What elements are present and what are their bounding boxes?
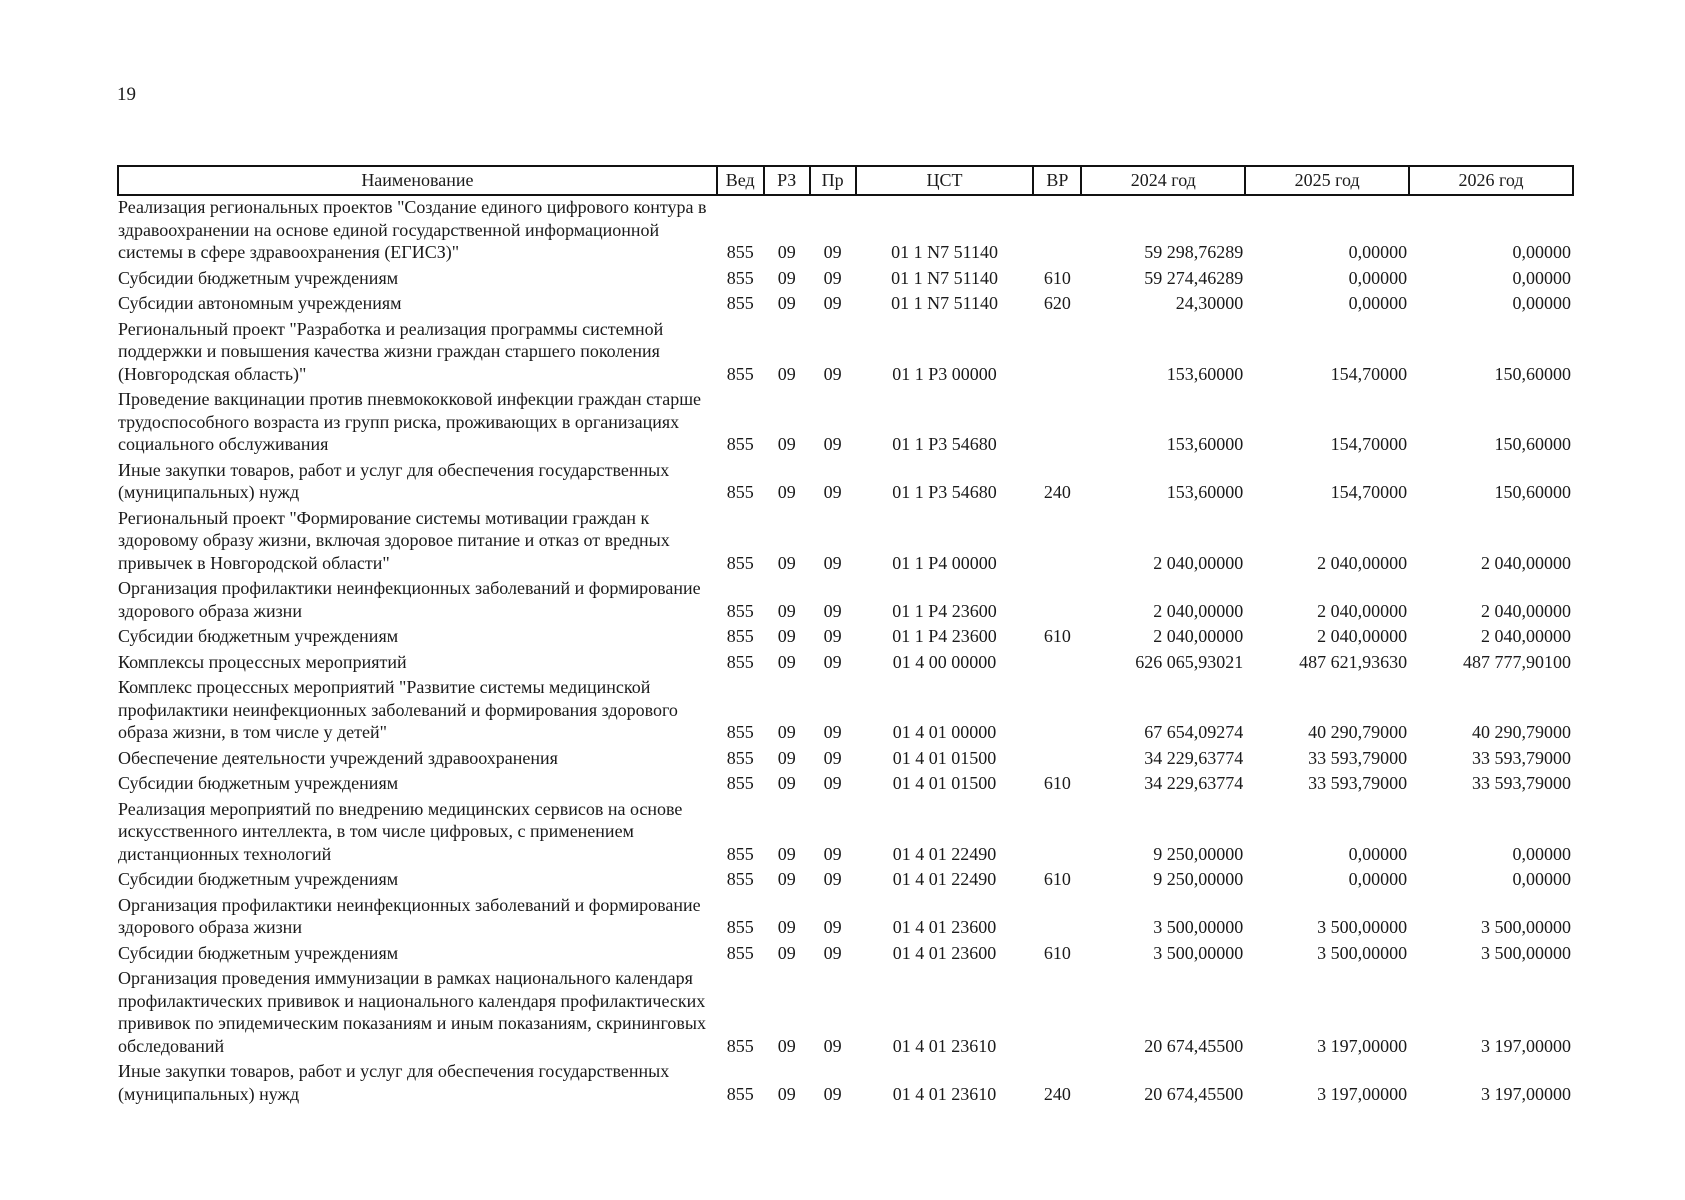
page-number: 19	[117, 84, 136, 105]
cell-name: Комплекс процессных мероприятий "Развитие системы медицинской профилактики неинфекционных заболеваний и формирования здорового образа жизни, в том числе у детей"	[118, 677, 678, 742]
cell-vr	[1033, 967, 1081, 1060]
cell-2025: 0,00000	[1348, 242, 1408, 262]
cell-cst: 01 4 01 23600	[892, 942, 997, 963]
cell-ved: 855	[726, 363, 754, 384]
cell-ved: 855	[726, 482, 754, 502]
cell-pr: 09	[823, 552, 842, 573]
cell-rz: 09	[777, 363, 796, 384]
cell-2025: 33 593,79000	[1308, 747, 1408, 768]
cell-2026: 150,60000	[1494, 482, 1571, 502]
cell-pr: 09	[823, 942, 842, 963]
cell-rz: 09	[777, 843, 796, 864]
cell-2024: 153,60000	[1166, 434, 1244, 454]
cell-name: Субсидии бюджетным учреждениям	[118, 267, 399, 288]
cell-name: Проведение вакцинации против пневмококковой инфекции граждан старше трудоспособного возраста из групп риска, проживающих в организациях социального обслуживания	[118, 389, 702, 454]
cell-pr: 09	[823, 363, 842, 384]
cell-cst: 01 1 P3 54680	[892, 482, 997, 502]
table-row	[118, 507, 1573, 578]
cell-pr: 09	[823, 747, 842, 768]
cell-pr: 09	[823, 242, 842, 262]
cell-2025: 154,70000	[1330, 482, 1408, 502]
budget-table	[117, 165, 1574, 1108]
cell-2026: 3 197,00000	[1481, 1083, 1571, 1104]
header-rz: РЗ	[764, 166, 810, 195]
cell-cst: 01 1 P4 00000	[892, 552, 997, 573]
cell-rz: 09	[777, 293, 796, 313]
table-row	[118, 267, 1573, 293]
cell-cst: 01 4 01 22490	[892, 843, 997, 864]
cell-vr	[1033, 318, 1081, 389]
header-name: Наименование	[118, 166, 717, 195]
cell-rz: 09	[777, 722, 796, 742]
cell-cst: 01 1 P4 23600	[892, 600, 997, 621]
cell-rz: 09	[777, 747, 796, 768]
cell-vr: 610	[1043, 869, 1071, 889]
cell-ved: 855	[726, 293, 754, 313]
cell-cst: 01 1 P3 54680	[892, 434, 997, 454]
cell-2026: 33 593,79000	[1472, 747, 1571, 768]
cell-2025: 33 593,79000	[1308, 773, 1408, 793]
cell-ved: 855	[726, 626, 754, 646]
cell-ved: 855	[726, 942, 754, 963]
table-row	[118, 318, 1573, 389]
cell-name: Субсидии бюджетным учреждениям	[118, 773, 399, 793]
cell-vr	[1033, 747, 1081, 773]
cell-2025: 0,00000	[1348, 267, 1408, 288]
cell-2025: 0,00000	[1348, 843, 1408, 864]
cell-2024: 153,60000	[1166, 363, 1244, 384]
cell-2026: 0,00000	[1512, 843, 1571, 864]
cell-2025: 2 040,00000	[1317, 626, 1408, 646]
cell-cst: 01 1 N7 51140	[891, 242, 998, 262]
cell-2024: 2 040,00000	[1153, 626, 1244, 646]
cell-pr: 09	[823, 1083, 842, 1104]
cell-rz: 09	[777, 626, 796, 646]
cell-vr: 610	[1043, 773, 1071, 793]
cell-2025: 2 040,00000	[1317, 552, 1408, 573]
header-2025: 2025 год	[1245, 166, 1409, 195]
cell-ved: 855	[726, 722, 754, 742]
cell-name: Реализация региональных проектов "Создание единого цифрового контура в здравоохранении на основе единой государственной информационной системы в сфере здравоохранения (ЕГИСЗ)"	[118, 197, 707, 262]
cell-vr	[1033, 507, 1081, 578]
cell-vr	[1033, 577, 1081, 625]
cell-name: Организация профилактики неинфекционных заболеваний и формирование здорового образа жизни	[118, 894, 701, 937]
table-row	[118, 625, 1573, 651]
cell-2024: 34 229,63774	[1144, 747, 1244, 768]
cell-2026: 2 040,00000	[1481, 600, 1571, 621]
cell-vr: 610	[1043, 942, 1071, 963]
cell-pr: 09	[823, 843, 842, 864]
cell-cst: 01 4 01 23610	[892, 1035, 997, 1056]
cell-2024: 2 040,00000	[1153, 600, 1244, 621]
cell-2025: 0,00000	[1348, 869, 1408, 889]
cell-name: Субсидии бюджетным учреждениям	[118, 626, 399, 646]
cell-vr: 620	[1043, 293, 1071, 313]
cell-pr: 09	[823, 267, 842, 288]
header-2026: 2026 год	[1409, 166, 1573, 195]
cell-rz: 09	[777, 267, 796, 288]
cell-cst: 01 4 01 23610	[892, 1083, 997, 1104]
cell-2024: 3 500,00000	[1153, 917, 1244, 937]
cell-ved: 855	[726, 434, 754, 454]
cell-rz: 09	[777, 1035, 796, 1056]
cell-2026: 0,00000	[1512, 242, 1571, 262]
cell-cst: 01 4 01 01500	[892, 747, 997, 768]
cell-2025: 154,70000	[1330, 434, 1408, 454]
table-row	[118, 798, 1573, 869]
cell-2024: 20 674,45500	[1144, 1083, 1244, 1104]
cell-vr	[1033, 676, 1081, 747]
cell-ved: 855	[726, 1035, 754, 1056]
cell-cst: 01 4 01 00000	[892, 722, 997, 742]
cell-pr: 09	[823, 293, 842, 313]
cell-2026: 150,60000	[1494, 434, 1571, 454]
cell-name: Обеспечение деятельности учреждений здравоохранения	[118, 747, 558, 768]
cell-2026: 2 040,00000	[1481, 552, 1571, 573]
cell-name: Региональный проект "Формирование системы мотивации граждан к здоровому образу жизни, включая здоровое питание и отказ от вредных привычек в Новгородской области"	[118, 507, 670, 573]
cell-rz: 09	[777, 242, 796, 262]
cell-2024: 59 274,46289	[1144, 267, 1244, 288]
cell-rz: 09	[777, 434, 796, 454]
cell-2025: 2 040,00000	[1317, 600, 1408, 621]
cell-2026: 3 500,00000	[1481, 942, 1571, 963]
cell-pr: 09	[823, 917, 842, 937]
cell-pr: 09	[823, 626, 842, 646]
table-row	[118, 894, 1573, 942]
table-row	[118, 967, 1573, 1060]
cell-rz: 09	[777, 482, 796, 502]
cell-2024: 34 229,63774	[1144, 773, 1244, 793]
cell-2024: 2 040,00000	[1153, 552, 1244, 573]
cell-cst: 01 1 N7 51140	[891, 267, 998, 288]
header-2024: 2024 год	[1081, 166, 1245, 195]
cell-cst: 01 1 P3 00000	[892, 363, 997, 384]
cell-ved: 855	[726, 267, 754, 288]
cell-rz: 09	[777, 869, 796, 889]
cell-ved: 855	[726, 869, 754, 889]
cell-vr	[1033, 651, 1081, 677]
cell-rz: 09	[777, 552, 796, 573]
cell-ved: 855	[726, 242, 754, 262]
cell-2024: 9 250,00000	[1153, 843, 1244, 864]
cell-2025: 3 500,00000	[1317, 942, 1408, 963]
cell-2025: 154,70000	[1330, 363, 1408, 384]
cell-2024: 153,60000	[1166, 482, 1244, 502]
cell-cst: 01 4 00 00000	[892, 651, 997, 672]
cell-2024: 9 250,00000	[1153, 869, 1244, 889]
cell-name: Иные закупки товаров, работ и услуг для обеспечения государственных (муниципальных) нужд	[118, 459, 670, 502]
cell-2026: 0,00000	[1512, 293, 1571, 313]
cell-cst: 01 1 P4 23600	[892, 626, 997, 646]
cell-rz: 09	[777, 773, 796, 793]
header-cst: ЦСТ	[856, 166, 1034, 195]
cell-cst: 01 4 01 22490	[892, 869, 997, 889]
cell-2025: 3 197,00000	[1317, 1083, 1408, 1104]
cell-ved: 855	[726, 651, 754, 672]
cell-2024: 20 674,45500	[1144, 1035, 1244, 1056]
cell-pr: 09	[823, 600, 842, 621]
cell-ved: 855	[726, 843, 754, 864]
table-row	[118, 195, 1573, 267]
cell-2024: 24,30000	[1175, 293, 1244, 313]
cell-2026: 3 500,00000	[1481, 917, 1571, 937]
cell-2026: 487 777,90100	[1463, 651, 1571, 672]
table-row	[118, 577, 1573, 625]
cell-name: Реализация мероприятий по внедрению медицинских сервисов на основе искусственного интеллекта, в том числе цифровых, с применением дистанционных технологий	[118, 798, 683, 864]
cell-name: Организация профилактики неинфекционных заболеваний и формирование здорового образа жизни	[118, 578, 701, 621]
cell-pr: 09	[823, 773, 842, 793]
cell-2025: 3 500,00000	[1317, 917, 1408, 937]
cell-2024: 626 065,93021	[1135, 651, 1244, 672]
cell-ved: 855	[726, 773, 754, 793]
cell-cst: 01 4 01 01500	[892, 773, 997, 793]
cell-2026: 3 197,00000	[1481, 1035, 1571, 1056]
cell-vr	[1033, 798, 1081, 869]
cell-rz: 09	[777, 942, 796, 963]
cell-vr: 240	[1043, 1083, 1071, 1104]
cell-2026: 0,00000	[1512, 869, 1571, 889]
cell-ved: 855	[726, 917, 754, 937]
cell-cst: 01 4 01 23600	[892, 917, 997, 937]
cell-rz: 09	[777, 917, 796, 937]
cell-name: Субсидии бюджетным учреждениям	[118, 942, 399, 963]
cell-2025: 0,00000	[1348, 293, 1408, 313]
cell-vr: 610	[1043, 267, 1071, 288]
cell-vr: 240	[1043, 482, 1071, 502]
table-row	[118, 772, 1573, 798]
table-row	[118, 388, 1573, 459]
cell-2024: 59 298,76289	[1144, 242, 1244, 262]
cell-pr: 09	[823, 482, 842, 502]
cell-pr: 09	[823, 434, 842, 454]
table-body	[118, 195, 1573, 1108]
cell-ved: 855	[726, 747, 754, 768]
cell-pr: 09	[823, 1035, 842, 1056]
cell-ved: 855	[726, 552, 754, 573]
cell-vr	[1033, 388, 1081, 459]
table-row	[118, 1060, 1573, 1108]
cell-name: Иные закупки товаров, работ и услуг для обеспечения государственных (муниципальных) нужд	[118, 1061, 670, 1104]
cell-cst: 01 1 N7 51140	[891, 293, 998, 313]
cell-rz: 09	[777, 1083, 796, 1104]
cell-2024: 67 654,09274	[1144, 722, 1244, 742]
cell-pr: 09	[823, 869, 842, 889]
cell-ved: 855	[726, 1083, 754, 1104]
table-header	[118, 166, 1573, 195]
cell-2025: 487 621,93630	[1299, 651, 1408, 672]
cell-2026: 150,60000	[1494, 363, 1571, 384]
header-ved: Вед	[717, 166, 764, 195]
table-row	[118, 292, 1573, 318]
cell-2026: 2 040,00000	[1481, 626, 1571, 646]
cell-name: Организация проведения иммунизации в рамках национального календаря профилактических прививок и национального календаря профилактических прививок по эпидемическим показаниям и иным показаниям, скрининговых обследований	[118, 968, 706, 1056]
cell-name: Региональный проект "Разработка и реализация программы системной поддержки и повышения качества жизни граждан старшего поколения (Новгородская область)"	[118, 318, 664, 384]
table-row	[118, 676, 1573, 747]
table-row	[118, 459, 1573, 507]
cell-name: Субсидии автономным учреждениям	[118, 293, 402, 313]
cell-2025: 40 290,79000	[1308, 722, 1408, 742]
table-row	[118, 747, 1573, 773]
cell-name: Комплексы процессных мероприятий	[118, 651, 407, 672]
cell-2026: 0,00000	[1512, 267, 1571, 288]
header-pr: Пр	[810, 166, 856, 195]
cell-rz: 09	[777, 651, 796, 672]
cell-pr: 09	[823, 722, 842, 742]
header-vr: ВР	[1033, 166, 1081, 195]
cell-ved: 855	[726, 600, 754, 621]
cell-2026: 40 290,79000	[1472, 722, 1571, 742]
cell-2025: 3 197,00000	[1317, 1035, 1408, 1056]
cell-2024: 3 500,00000	[1153, 942, 1244, 963]
table-row	[118, 651, 1573, 677]
cell-vr	[1033, 195, 1081, 267]
cell-2026: 33 593,79000	[1472, 773, 1571, 793]
cell-name: Субсидии бюджетным учреждениям	[118, 869, 399, 889]
table-row	[118, 942, 1573, 968]
cell-pr: 09	[823, 651, 842, 672]
table-row	[118, 868, 1573, 894]
cell-vr: 610	[1043, 626, 1071, 646]
cell-vr	[1033, 894, 1081, 942]
cell-rz: 09	[777, 600, 796, 621]
